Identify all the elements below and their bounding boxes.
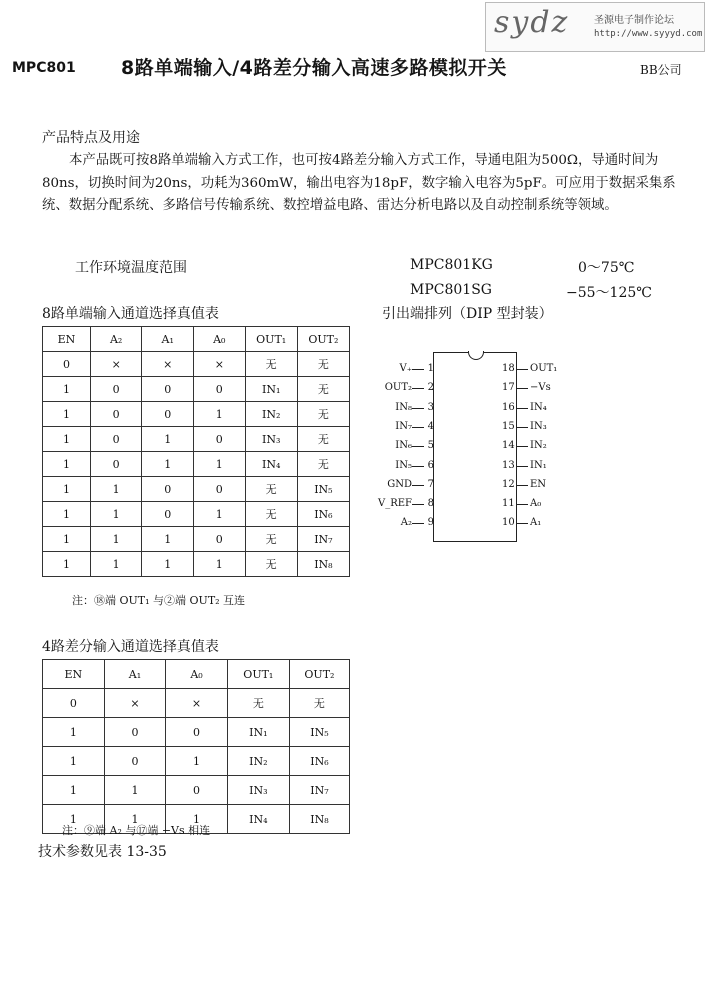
pin-right	[502, 478, 574, 492]
pin-lead	[516, 408, 528, 409]
table-row	[43, 552, 350, 577]
pin-number: 13	[502, 459, 515, 471]
pin-left	[372, 420, 434, 434]
table-cell: 0	[142, 402, 194, 427]
pin-label: IN₃	[530, 420, 547, 432]
table1-note: 注：⑱端 OUT₁ 与②端 OUT₂ 互连	[72, 594, 246, 607]
model-name: MPC801KG	[410, 257, 493, 273]
table-cell: IN₅	[297, 477, 349, 502]
table-cell: 1	[43, 502, 91, 527]
table-cell: IN₈	[289, 805, 349, 834]
temp-range-label: 工作环境温度范围	[75, 260, 187, 276]
pin-lead	[412, 408, 424, 409]
pin-label: A₂	[400, 517, 412, 529]
pin-lead	[412, 446, 424, 447]
pin-label: A₁	[530, 517, 542, 529]
footer-reference: 技术参数见表 13-35	[38, 844, 167, 860]
table-cell: ×	[194, 352, 246, 377]
table-cell: IN₅	[289, 718, 349, 747]
column-header: OUT₁	[245, 327, 297, 352]
table-cell: 无	[245, 477, 297, 502]
pin-label: IN₄	[530, 401, 547, 413]
watermark	[485, 2, 705, 52]
pin-right	[502, 362, 574, 376]
table-cell: 1	[142, 527, 194, 552]
table-cell: 0	[43, 352, 91, 377]
table-row	[43, 747, 350, 776]
page-title: 8路单端输入/4路差分输入高速多路模拟开关	[121, 57, 507, 79]
pin-label: IN₂	[530, 440, 547, 452]
pin-label: OUT₂	[384, 382, 412, 394]
model-name: MPC801SG	[410, 282, 492, 298]
pin-lead	[516, 485, 528, 486]
table-cell: 1	[142, 452, 194, 477]
column-header: A₂	[90, 327, 142, 352]
table-cell: ×	[166, 689, 228, 718]
table-cell: IN₆	[289, 747, 349, 776]
column-header: A₁	[142, 327, 194, 352]
table-cell: 无	[289, 689, 349, 718]
watermark-site-name: 圣源电子制作论坛	[594, 15, 674, 26]
table-row	[43, 352, 350, 377]
table-cell: IN₃	[227, 776, 289, 805]
table-cell: 1	[194, 402, 246, 427]
pin-lead	[516, 427, 528, 428]
table-cell: 1	[43, 477, 91, 502]
column-header: A₁	[104, 660, 166, 689]
table-cell: IN₃	[245, 427, 297, 452]
table-cell: 1	[43, 776, 105, 805]
pin-label: EN	[530, 478, 547, 490]
model-range: 0～75℃	[578, 260, 635, 276]
pin-number: 12	[502, 478, 515, 490]
table-cell: 1	[90, 502, 142, 527]
pin-left	[372, 401, 434, 415]
pin-number: 9	[427, 517, 434, 529]
table2-note: 注：⑨端 A₂ 与⑰端 −Vs 相连	[62, 824, 211, 837]
column-header: A₀	[194, 327, 246, 352]
pin-lead	[516, 446, 528, 447]
pin-number: 16	[502, 401, 515, 413]
pin-left	[372, 516, 434, 530]
pin-lead	[516, 388, 528, 389]
pin-number: 18	[502, 363, 515, 374]
table-row	[43, 477, 350, 502]
table2-title: 4路差分输入通道选择真值表	[42, 639, 219, 655]
table-cell: IN₄	[227, 805, 289, 834]
pin-number: 2	[427, 382, 434, 394]
table-cell: 无	[297, 452, 349, 477]
pin-lead	[516, 369, 528, 370]
table-row	[43, 427, 350, 452]
table-cell: 0	[90, 452, 142, 477]
table-cell: 1	[43, 805, 105, 834]
pin-right	[502, 439, 574, 453]
model-range: −55～125℃	[566, 285, 652, 301]
table-cell: 无	[245, 352, 297, 377]
pin-lead	[412, 523, 424, 524]
table-cell: 无	[297, 377, 349, 402]
pin-lead	[412, 369, 424, 370]
pin-number: 10	[502, 517, 515, 529]
table-cell: 0	[104, 718, 166, 747]
table-header-row	[43, 327, 350, 352]
pin-lead	[516, 466, 528, 467]
pin-label: IN₇	[395, 420, 412, 432]
pin-label: IN₈	[395, 401, 412, 413]
pinout-title: 引出端排列（DIP 型封装）	[382, 306, 553, 322]
pin-right	[502, 381, 574, 395]
features-heading: 产品特点及用途	[42, 130, 140, 146]
table1-title: 8路单端输入通道选择真值表	[42, 306, 219, 322]
pin-lead	[412, 504, 424, 505]
pin-label: IN₁	[530, 459, 547, 471]
column-header: A₀	[166, 660, 228, 689]
column-header: OUT₁	[227, 660, 289, 689]
table-cell: 0	[194, 477, 246, 502]
manufacturer: BB公司	[640, 63, 682, 77]
pin-label: A₀	[530, 498, 542, 510]
table-cell: IN₄	[245, 452, 297, 477]
pin-number: 7	[427, 478, 434, 490]
pin-left	[372, 381, 434, 395]
table-cell: 0	[142, 502, 194, 527]
pin-left	[372, 362, 434, 376]
table-cell: 0	[142, 477, 194, 502]
pin-right	[502, 516, 574, 530]
column-header: EN	[43, 660, 105, 689]
pin-number: 11	[502, 498, 515, 510]
table-cell: 1	[43, 747, 105, 776]
table-cell: 1	[194, 502, 246, 527]
table-cell: 无	[297, 352, 349, 377]
pin-number: 3	[427, 401, 434, 413]
table-cell: 1	[166, 805, 228, 834]
pin-left	[372, 459, 434, 473]
table-cell: 1	[142, 552, 194, 577]
pin-number: 17	[502, 382, 515, 394]
table-row	[43, 452, 350, 477]
table-cell: 1	[194, 452, 246, 477]
table-cell: IN₈	[297, 552, 349, 577]
pin-left	[372, 439, 434, 453]
table-cell: ×	[104, 689, 166, 718]
table-cell: 1	[142, 427, 194, 452]
table-row	[43, 377, 350, 402]
table-cell: 1	[104, 776, 166, 805]
table-cell: 无	[245, 552, 297, 577]
table-cell: 无	[245, 502, 297, 527]
pin-lead	[412, 388, 424, 389]
pin-number: 5	[427, 440, 434, 452]
table-cell: 0	[90, 427, 142, 452]
table-cell: 1	[43, 427, 91, 452]
table-cell: 1	[43, 452, 91, 477]
table-cell: IN₁	[245, 377, 297, 402]
pin-label: IN₅	[395, 459, 412, 471]
pin-lead	[412, 466, 424, 467]
table-row	[43, 689, 350, 718]
table-cell: 0	[194, 377, 246, 402]
table-row	[43, 527, 350, 552]
pin-left	[372, 478, 434, 492]
watermark-url: http://www.syyyd.com	[594, 29, 703, 39]
table-cell: 0	[166, 776, 228, 805]
table-cell: 0	[90, 377, 142, 402]
truth-table-differential	[42, 659, 350, 834]
table-cell: 1	[90, 527, 142, 552]
pin-right	[502, 401, 574, 415]
pin-number: 6	[427, 459, 434, 471]
table-cell: 1	[43, 552, 91, 577]
pin-label: OUT₁	[530, 363, 558, 374]
pin-lead	[516, 504, 528, 505]
table-cell: IN₇	[289, 776, 349, 805]
table-cell: 1	[43, 402, 91, 427]
table-cell: 0	[194, 527, 246, 552]
pin-number: 4	[427, 420, 434, 432]
model-number: MPC801	[12, 60, 76, 76]
table-cell: IN₇	[297, 527, 349, 552]
table-cell: IN₂	[227, 747, 289, 776]
watermark-logo: sydz	[494, 5, 570, 40]
table-cell: 0	[43, 689, 105, 718]
pin-label: GND	[387, 478, 412, 490]
table-cell: 1	[43, 527, 91, 552]
pin-number: 8	[427, 498, 434, 510]
table-cell: 1	[43, 377, 91, 402]
pin-lead	[412, 485, 424, 486]
table-cell: 1	[90, 552, 142, 577]
pin-number: 1	[427, 363, 434, 374]
table-cell: 无	[245, 527, 297, 552]
table-cell: IN₂	[245, 402, 297, 427]
table-cell: ×	[142, 352, 194, 377]
pin-lead	[412, 427, 424, 428]
table-cell: 1	[90, 477, 142, 502]
table-cell: 0	[166, 718, 228, 747]
pin-left	[372, 497, 434, 511]
table-cell: 1	[194, 552, 246, 577]
pin-label: V_REF	[378, 498, 412, 510]
pin-right	[502, 420, 574, 434]
table-cell: 无	[297, 402, 349, 427]
pin-label: V₊	[399, 363, 412, 374]
table-row	[43, 402, 350, 427]
table-cell: IN₁	[227, 718, 289, 747]
features-paragraph: 本产品既可按8路单端输入方式工作，也可按4路差分输入方式工作，导通电阻为500Ω，导通时间为80ns，切换时间为20ns，功耗为360mW，输出电容为18pF，数字输入电容为5pF。可应用于数据采集系统、数据分配系统、多路信号传输系统、数控增益电路、雷达分析电路以及自动控制系统等领域。	[42, 153, 676, 213]
table-cell: 1	[43, 718, 105, 747]
table-cell: 0	[142, 377, 194, 402]
table-cell: 0	[90, 402, 142, 427]
table-cell: 0	[194, 427, 246, 452]
table-cell: IN₆	[297, 502, 349, 527]
pin-label: −Vs	[530, 382, 551, 394]
table-cell: ×	[90, 352, 142, 377]
pin-lead	[516, 523, 528, 524]
table-row	[43, 718, 350, 747]
pin1-notch-icon	[468, 351, 484, 360]
table-cell: 1	[104, 805, 166, 834]
column-header: EN	[43, 327, 91, 352]
table-cell: 无	[297, 427, 349, 452]
pin-right	[502, 497, 574, 511]
table-cell: 1	[166, 747, 228, 776]
column-header: OUT₂	[297, 327, 349, 352]
pin-right	[502, 459, 574, 473]
table-row	[43, 502, 350, 527]
table-row	[43, 776, 350, 805]
column-header: OUT₂	[289, 660, 349, 689]
pin-label: IN₆	[395, 440, 412, 452]
truth-table-single-ended	[42, 326, 350, 577]
table-cell: 无	[227, 689, 289, 718]
pin-number: 14	[502, 440, 515, 452]
table-cell: 0	[104, 747, 166, 776]
table-header-row	[43, 660, 350, 689]
pin-number: 15	[502, 420, 515, 432]
